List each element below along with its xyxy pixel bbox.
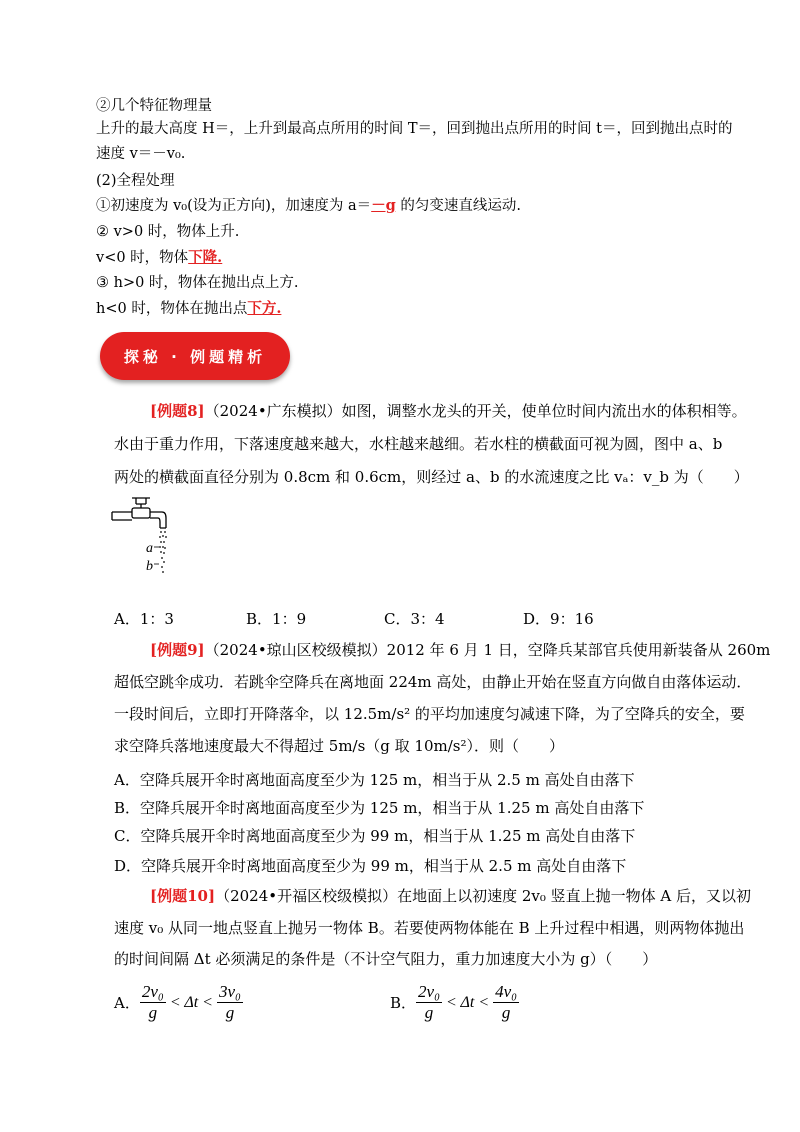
example-10-option-b[interactable]: B． $\frac{\text{2v₀}}{g}$ < Δt < $\frac{\text{4v₀}}{g}$ [390, 982, 518, 1022]
fraction-b-right: $\frac{\text{4v₀}}{g}$ [495, 982, 518, 1022]
water-stream [159, 531, 167, 573]
whole-process-line-5: h<0 时，物体在抛出点下方. [96, 300, 282, 317]
example-9-option-b[interactable]: B．空降兵展开伞时离地面高度至少为 125 m，相当于从 1.25 m 高处自由落下 [114, 799, 645, 817]
example-10-line-3: 的时间间隔 Δt 必须满足的条件是（不计空气阻力，重力加速度大小为 g）（ ） [114, 950, 658, 968]
example-9-tag: [例题9] [150, 641, 205, 659]
example-9-line-1: [例题9]（2024•琼山区校级模拟）2012 年 6 月 1 日，空降兵某部官兵使用新装备从 260m [150, 641, 771, 659]
example-8-option-c[interactable]: C．3：4 [384, 610, 445, 628]
whole-process-line-3: v<0 时，物体下降. [96, 249, 223, 266]
whole-process-line-1: ①初速度为 v₀(设为正方向)，加速度为 a＝－g 的匀变速直线运动. [96, 197, 522, 214]
example-10-option-a[interactable]: A． $\frac{\text{2v₀}}{g}$ < Δt < $\frac{\text{3v₀}}{g}$ [114, 982, 241, 1022]
fraction-a-right: $\frac{\text{3v₀}}{g}$ [218, 982, 241, 1022]
example-8-option-d[interactable]: D．9：16 [523, 610, 594, 628]
fill-answer-below: 下方. [247, 300, 282, 317]
example-8-line-3: 两处的横截面直径分别为 0.8cm 和 0.6cm，则经过 a、b 的水流速度之比 vₐ：v_b 为（ ） [114, 468, 749, 486]
subheading-feature-quantities: ②几个特征物理量 [96, 98, 212, 114]
feature-line-1: 上升的最大高度 H＝，上升到最高点所用的时间 T＝，回到抛出点所用的时间 t＝，回到抛出点时的 [96, 121, 733, 137]
fraction-b-left: $\frac{\text{2v₀}}{g}$ [418, 982, 440, 1022]
label-b: b [146, 559, 153, 574]
example-10-line-1: [例题10]（2024•开福区校级模拟）在地面上以初速度 2v₀ 竖直上抛一物体 A 后，又以初 [150, 887, 752, 905]
subheading-whole-process: (2)全程处理 [96, 173, 175, 189]
example-8-line-2: 水由于重力作用，下落速度越来越大，水柱越来越细。若水柱的横截面可视为圆，图中 a、b [114, 435, 723, 453]
example-10-tag: [例题10] [150, 887, 216, 905]
example-9-option-d[interactable]: D．空降兵展开伞时离地面高度至少为 99 m，相当于从 2.5 m 高处自由落下 [114, 857, 627, 875]
example-8-option-b[interactable]: B．1：9 [246, 610, 307, 628]
example-9-line-3: 一段时间后，立即打开降落伞，以 12.5m/s² 的平均加速度匀减速下降，为了空降兵的安全，要 [114, 705, 745, 723]
example-8-line-1: [例题8]（2024•广东模拟）如图，调整水龙头的开关，使单位时间内流出水的体积相等。 [150, 402, 747, 420]
example-9-option-a[interactable]: A．空降兵展开伞时离地面高度至少为 125 m，相当于从 2.5 m 高处自由落下 [114, 771, 635, 789]
label-a: a [146, 541, 153, 556]
fill-answer-accel: －g [371, 197, 396, 214]
whole-process-line-4: ③ h>0 时，物体在抛出点上方. [96, 275, 299, 291]
faucet-icon [112, 498, 166, 528]
example-9-option-c[interactable]: C．空降兵展开伞时离地面高度至少为 99 m，相当于从 1.25 m 高处自由落下 [114, 827, 636, 845]
example-9-line-2: 超低空跳伞成功．若跳伞空降兵在离地面 224m 高处，由静止开始在竖直方向做自由落体运动． [114, 673, 752, 691]
faucet-figure [110, 490, 180, 580]
section-banner: 探秘 · 例题精析 [100, 332, 290, 380]
example-10-line-2: 速度 v₀ 从同一地点竖直上抛另一物体 B。若要使两物体能在 B 上升过程中相遇，则两物体抛出 [114, 919, 745, 937]
fraction-a-left: $\frac{\text{2v₀}}{g}$ [141, 982, 164, 1022]
example-8-option-a[interactable]: A．1：3 [114, 610, 174, 628]
example-9-line-4: 求空降兵落地速度最大不得超过 5m/s（g 取 10m/s²）．则（ ） [114, 737, 565, 755]
example-8-tag: [例题8] [150, 402, 205, 420]
feature-line-2: 速度 v＝－v₀. [96, 146, 186, 162]
fill-answer-down: 下降. [188, 249, 223, 266]
whole-process-line-2: ② v>0 时，物体上升. [96, 224, 240, 240]
